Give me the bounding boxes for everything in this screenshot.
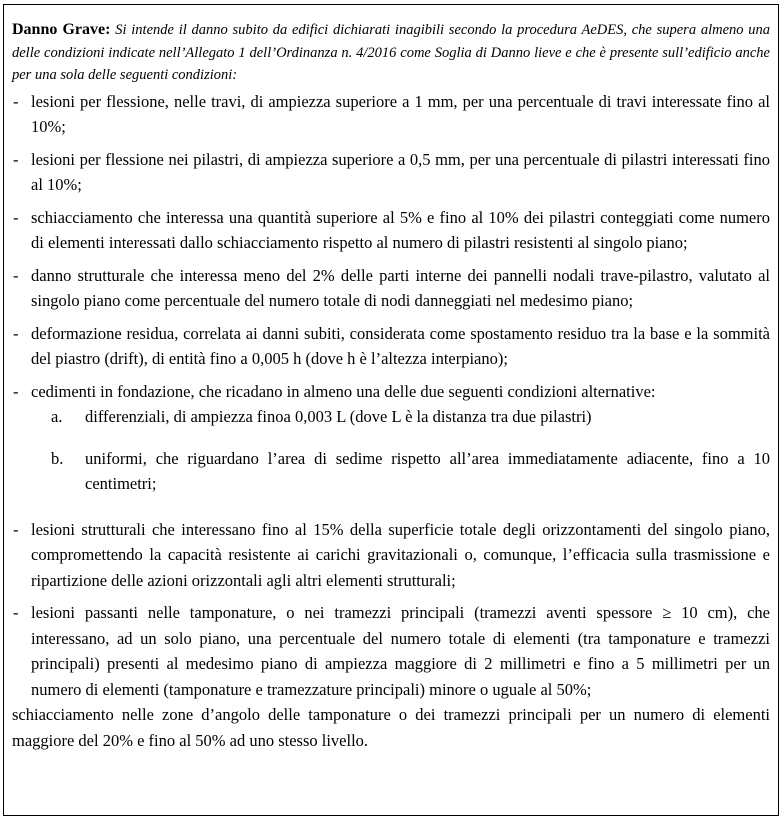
- sub-list: [31, 404, 770, 497]
- list-item-foundation: [12, 379, 770, 497]
- sub-item: [31, 404, 770, 430]
- list-item: - lesioni per flessione nei pilastri, di ampiezza superiore a 0,5 mm, per una percentuale di pilastri interessati fino al 10%;: [12, 147, 770, 198]
- heading: Danno Grave:: [12, 21, 111, 38]
- tail-paragraph: schiacciamento nelle zone d’angolo delle tamponature o dei tramezzi principali per un numero di elementi maggiore del 20% e fino al 50% ad uno stesso livello.: [12, 705, 770, 750]
- sub-item-label: a.: [51, 407, 63, 426]
- list-item-text: cedimenti in fondazione, che ricadano in almeno una delle due seguenti condizioni alternative:: [31, 381, 656, 401]
- list-item: - lesioni passanti nelle tamponature, o nei tramezzi principali (tramezzi aventi spessore ≥ 10 cm), che interessano, ad un solo piano, una percentuale del numero totale di elementi (tra tamponature e tramezzi principali) presenti al medesimo piano di ampiezza maggiore di 2 millimetri e fino a 5 millimetri per un numero di elementi (tamponature e tramezzature principali) minore o uguale al 50%;: [12, 600, 770, 702]
- condition-list: [12, 89, 770, 703]
- intro-paragraph: [12, 19, 770, 87]
- sub-item: [31, 446, 770, 497]
- document-box: [3, 4, 779, 816]
- list-item: - lesioni per flessione, nelle travi, di ampiezza superiore a 1 mm, per una percentuale di travi interessate fino al 10%;: [12, 89, 770, 140]
- sub-item-text: uniformi, che riguardano l’area di sedime rispetto all’area immediatamente adiacente, fino a 10 centimetri;: [85, 448, 770, 493]
- sub-item-text: differenziali, di ampiezza finoa 0,003 L (dove L è la distanza tra due pilastri): [85, 407, 592, 426]
- list-item: - deformazione residua, correlata ai danni subiti, considerata come spostamento residuo tra la base e la sommità del piastro (drift), di entità fino a 0,005 h (dove h è l’altezza interpiano);: [12, 321, 770, 372]
- sub-item-label: b.: [51, 448, 64, 468]
- list-item: - danno strutturale che interessa meno del 2% delle parti interne dei pannelli nodali trave-pilastro, valutato al singolo piano come percentuale del numero totale di nodi danneggiati nel medesimo piano;: [12, 263, 770, 314]
- list-item: - lesioni strutturali che interessano fino al 15% della superficie totale degli orizzontamenti del singolo piano, compromettendo la capacità resistente ai carichi gravitazionali o, comunque, l’efficacia sulla trasmissione e ripartizione delle azioni orizzontali agli altri elementi strutturali;: [12, 517, 770, 594]
- intro-text: Si intende il danno subito da edifici dichiarati inagibili secondo la procedura AeDES, che supera almeno una delle condizioni indicate nell’Allegato 1 dell’Ordinanza n. 4/2016 come Soglia di Danno lieve e che è presente sull’edificio anche per una sola delle seguenti condizioni:: [12, 22, 771, 83]
- list-item: - schiacciamento che interessa una quantità superiore al 5% e fino al 10% dei pilastri conteggiati come numero di elementi interessati dallo schiacciamento rispetto al numero di pilastri resistenti al singolo piano;: [12, 205, 770, 256]
